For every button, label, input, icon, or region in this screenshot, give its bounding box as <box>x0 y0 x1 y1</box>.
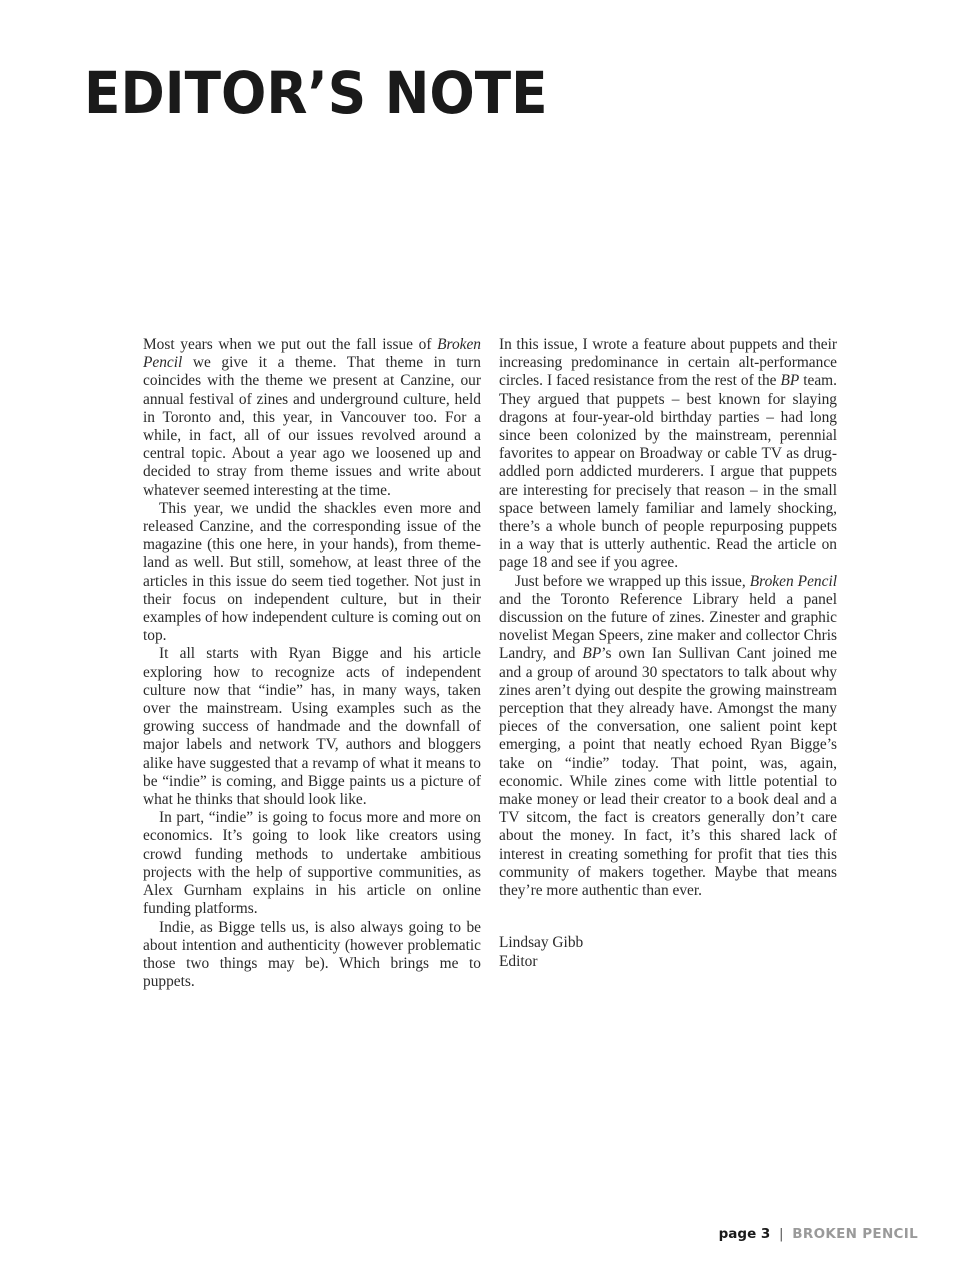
paragraph: Indie, as Bigge tells us, is also always going to be about intention and authenticity (however problematic those two things may be). Which brings me to puppets. <box>143 918 481 991</box>
text-run: we give it a theme. That theme in turn coincides with the theme we present at Canzine, our annual festival of zines and underground culture, held in Toronto and, this year, in Vancouver too. For a while, in fact, all of our issues revolved around a central topic. About a year ago we loosened up and decided to stray from theme issues and write about whatever seemed interesting at the time. <box>143 354 481 499</box>
paragraph: In part, “indie” is going to focus more and more on economics. It’s going to look like creators using crowd funding methods to undertake ambitious projects with the help of supportive communities, as Alex Gurnham explains in his article on online funding platforms. <box>143 809 481 918</box>
paragraph: It all starts with Ryan Bigge and his article exploring how to recognize acts of independent culture now that “indie” has, in many ways, taken over the mainstream. Using examples such as the growing success of handmade and the downfall of major labels and network TV, authors and bloggers alike have suggested that a revamp of what it means to be “indie” is coming, and Bigge paints us a picture of what he thinks that should look like. <box>143 645 481 809</box>
page-footer <box>719 1226 918 1242</box>
text-run: Just before we wrapped up this issue, <box>515 572 750 590</box>
paragraph <box>499 336 837 573</box>
paragraph: This year, we undid the shackles even more and released Canzine, and the corresponding issue of the magazine (this one here, in your hands), from theme-land as well. But still, somehow, at least three of the articles in this issue do seem tied together. Not just in their focus on independent culture, but in their examples of how independent culture is coming out on top. <box>143 499 481 645</box>
left-column <box>143 336 481 991</box>
signature-role: Editor <box>499 952 538 970</box>
paragraph <box>499 573 837 901</box>
text-run: and the Toronto Reference Library held a panel discussion on the future of zines. Zinester and graphic novelist Megan Speers, zine maker and collector Chris Landry, and <box>499 590 837 663</box>
italic-text: Broken Pencil <box>749 572 837 590</box>
italic-text: Broken Pencil <box>143 336 481 372</box>
italic-text: BP <box>582 645 602 663</box>
page-title: EDITOR’S NOTE <box>84 59 548 127</box>
magazine-name: BROKEN PENCIL <box>792 1226 918 1242</box>
text-run: In this issue, I wrote a feature about puppets and their increasing predominance in certain alt-performance circles. I faced resistance from the rest of the <box>499 336 837 390</box>
italic-text: BP <box>780 372 800 390</box>
page-number: page 3 <box>718 1226 771 1242</box>
signature <box>499 934 837 970</box>
footer-separator: | <box>779 1226 784 1242</box>
text-run: team. They argued that puppets – best known for slaying dragons at four-year-old birthday parties – had long since been colonized by the mainstream, perennial favorites to appear on Broadway or cable TV as drug-addled porn addicted murderers. I argue that puppets are interesting for precisely that reason – in the small space between lamely familiar and lamely shocking, there’s a whole bunch of people repurposing puppets in a way that is utterly authentic. Read the article on page 18 and see if you agree. <box>499 372 837 572</box>
signature-name: Lindsay Gibb <box>499 934 584 952</box>
text-run: Most years when we put out the fall issue of <box>143 336 438 353</box>
paragraph <box>143 336 481 500</box>
text-run: ’s own Ian Sullivan Cant joined me and a group of around 30 spectators to talk about why zines aren’t dying out despite the growing mainstream perception that they already have. Amongst the many pieces of the conversation, one salient point kept emerging, a point that neatly echoed Ryan Bigge’s take on “indie” today. That point, was, again, economic. While zines come with little potential to make money or lead their creator to a book deal and a TV sitcom, the fact is creators generally don’t care about the money. In fact, it’s this shared lack of interest in creating something for profit that ties this community of makers together. Maybe that means they’re more authentic than ever. <box>499 645 837 900</box>
right-column <box>499 336 837 971</box>
